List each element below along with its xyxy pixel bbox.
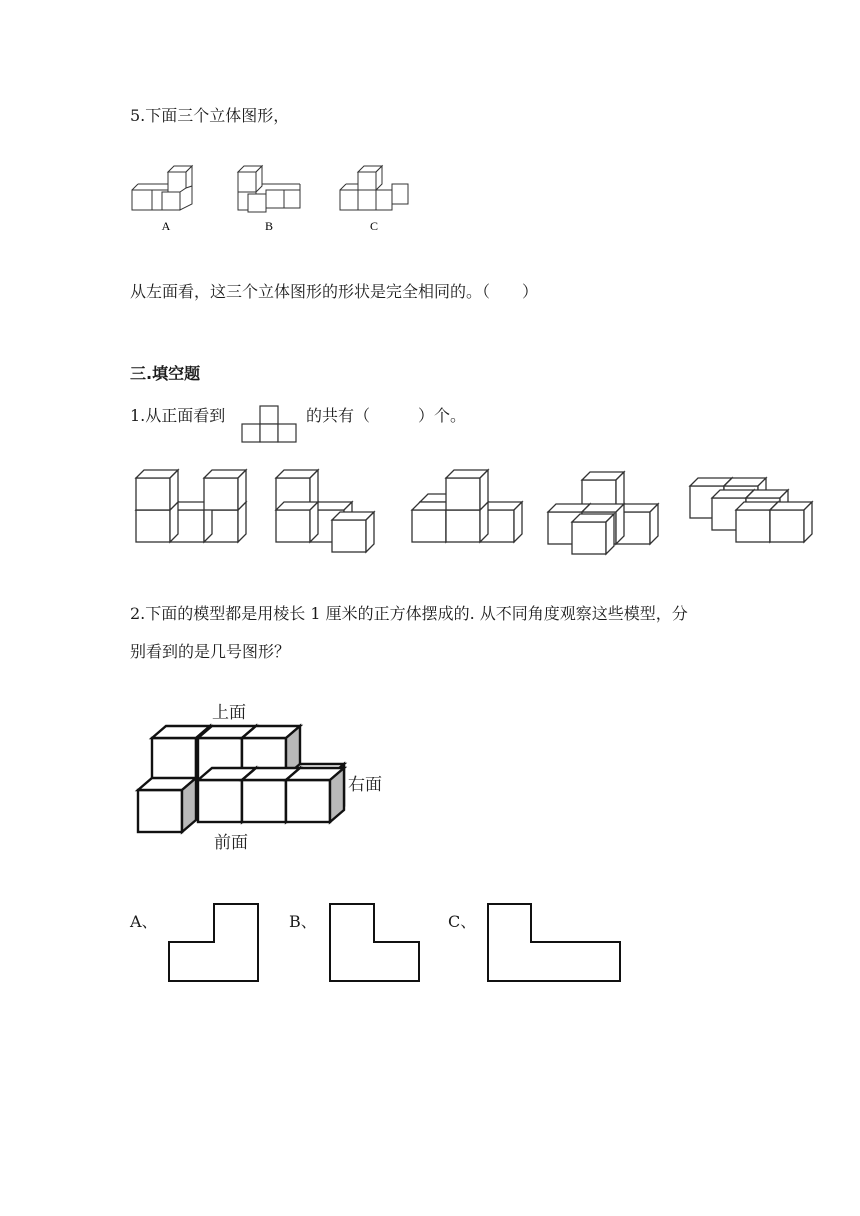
model-4 bbox=[548, 472, 658, 554]
figure-c bbox=[340, 166, 408, 210]
front-label: 前面 bbox=[214, 833, 248, 853]
section3-title: 三.填空题 bbox=[130, 364, 201, 383]
model-views-figure bbox=[130, 692, 410, 862]
option-a-label: A、 bbox=[130, 912, 158, 931]
option-b-shape bbox=[328, 902, 428, 984]
option-c-shape bbox=[486, 902, 626, 984]
fill1-models bbox=[130, 466, 830, 566]
option-c-label: C、 bbox=[448, 912, 477, 931]
q5-stem: 5.下面三个立体图形， bbox=[130, 106, 290, 125]
model-1 bbox=[136, 470, 246, 542]
fill2-line1: 2.下面的模型都是用棱长 1 厘米的正方体摆成的. 从不同角度观察这些模型，分 bbox=[130, 604, 688, 623]
option-a-shape bbox=[168, 902, 268, 984]
figure-a-label: A bbox=[161, 219, 171, 233]
fill1-prefix: 1.从正面看到 bbox=[130, 406, 226, 425]
fill1-suffix: 的共有（ ）个。 bbox=[306, 406, 467, 425]
option-b-label: B、 bbox=[289, 912, 317, 931]
fill2-line2: 别看到的是几号图形？ bbox=[130, 642, 291, 661]
model-2 bbox=[276, 470, 374, 552]
top-label: 上面 bbox=[212, 703, 246, 723]
figure-b bbox=[238, 166, 300, 212]
model-5 bbox=[690, 478, 812, 542]
right-label: 右面 bbox=[348, 775, 382, 795]
q5-question: 从左面看，这三个立体图形的形状是完全相同的。（ ） bbox=[130, 282, 539, 301]
front-view-icon bbox=[241, 404, 301, 444]
model-3 bbox=[412, 470, 522, 542]
figure-b-label: B bbox=[264, 219, 274, 233]
figure-c-label: C bbox=[369, 219, 379, 233]
q5-cube-figures bbox=[128, 160, 428, 240]
figure-a bbox=[132, 166, 192, 210]
